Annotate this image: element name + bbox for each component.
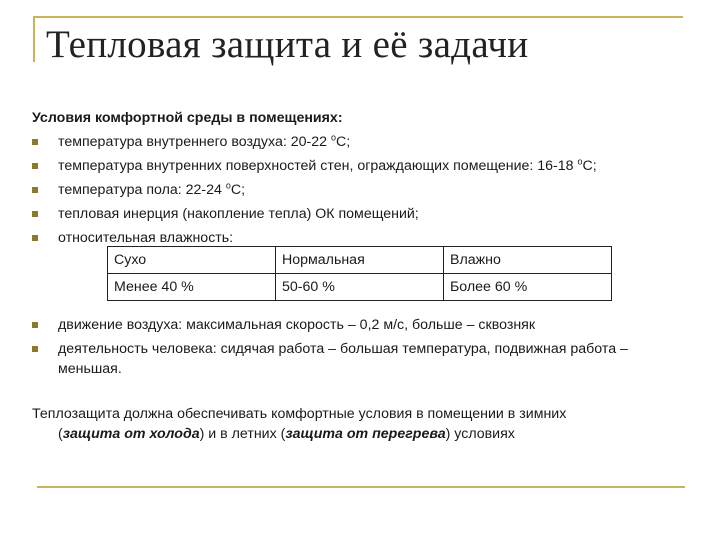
conditions-block [32, 106, 702, 250]
table-cell: Сухо [108, 247, 276, 274]
frame-left-line [33, 16, 35, 62]
bullet-icon [32, 235, 38, 241]
slide-title: Тепловая защита и её задачи [46, 23, 529, 66]
bullet-icon [32, 139, 38, 145]
list-item: движение воздуха: максимальная скорость – 0,2 м/с, больше – сквозняк [32, 315, 692, 335]
table-cell: Нормальная [276, 247, 444, 274]
bullet-icon [32, 163, 38, 169]
table-cell: Более 60 % [444, 274, 612, 301]
extra-conditions-list [32, 315, 692, 383]
table-row [108, 247, 612, 274]
table-cell: 50-60 % [276, 274, 444, 301]
list-item: тепловая инерция (накопление тепла) ОК помещений; [32, 202, 702, 226]
humidity-table [107, 246, 612, 301]
conditions-list [32, 130, 702, 250]
list-item: температура внутренних поверхностей стен, ограждающих помещение: 16-18 $^о$С; [32, 154, 702, 178]
closing-paragraph: Теплозащита должна обеспечивать комфортные условия в помещении в зимних (защита от холода) и в летних (защита от перегрева) условиях [32, 406, 567, 442]
bullet-icon [32, 322, 38, 328]
table-cell: Менее 40 % [108, 274, 276, 301]
table-row [108, 274, 612, 301]
list-item: температура внутреннего воздуха: 20-22 $^о$С; [32, 130, 702, 154]
conditions-heading: Условия комфортной среды в помещениях: [32, 110, 343, 126]
heat-protection-emphasis: защита от перегрева [285, 426, 446, 442]
bullet-icon [32, 346, 38, 352]
list-item: температура пола: 22-24 $^о$С; [32, 178, 702, 202]
table-cell: Влажно [444, 247, 612, 274]
frame-top-line [33, 16, 683, 18]
bullet-icon [32, 211, 38, 217]
frame-bottom-line [37, 486, 685, 488]
cold-protection-emphasis: защита от холода [62, 426, 200, 442]
list-item: относительная влажность: [32, 226, 702, 250]
bullet-icon [32, 187, 38, 193]
list-item: деятельность человека: сидячая работа – большая температура, подвижная работа – меньшая. [32, 339, 692, 379]
